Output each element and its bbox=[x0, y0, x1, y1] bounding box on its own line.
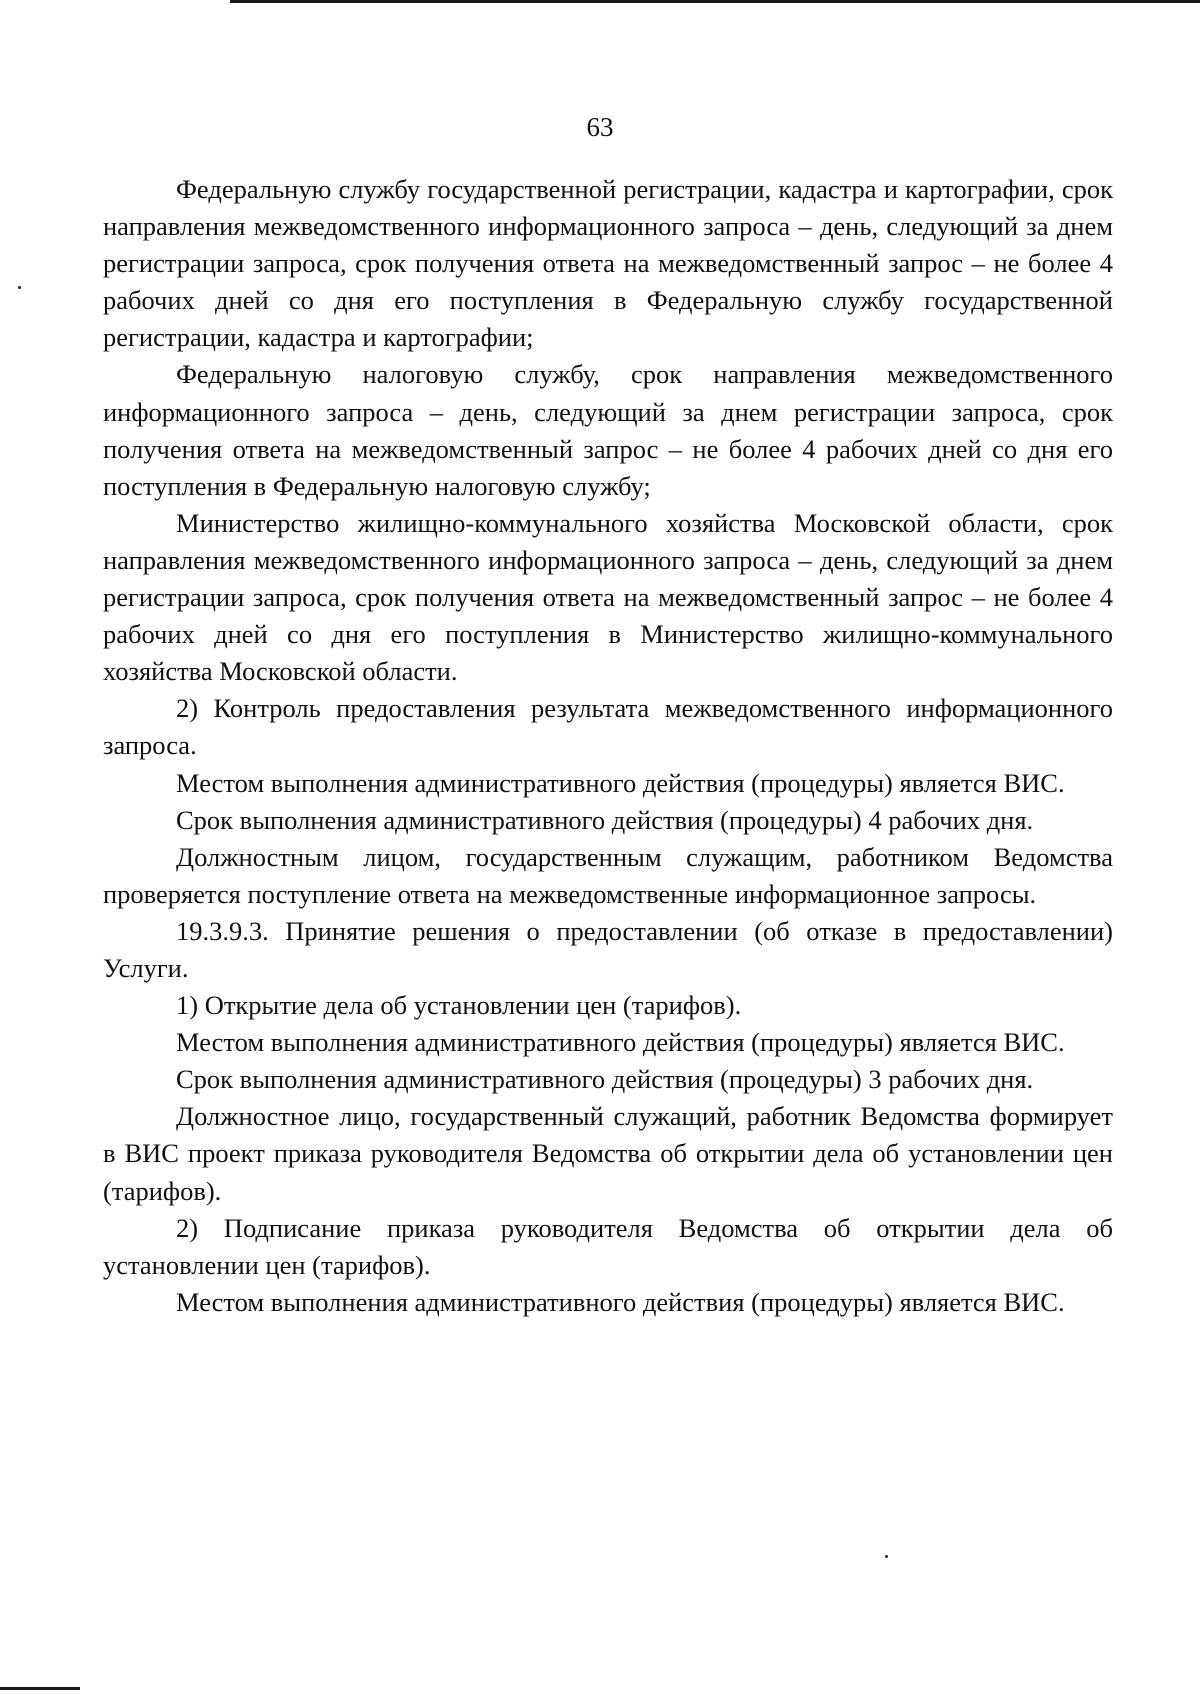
paragraph: Срок выполнения административного действия (процедуры) 4 рабочих дня. bbox=[176, 804, 1034, 835]
paragraph: Местом выполнения административного действия (процедуры) является ВИС. bbox=[176, 1027, 1065, 1058]
scan-speck bbox=[18, 286, 21, 289]
paragraph: Местом выполнения административного действия (процедуры) является ВИС. bbox=[176, 1286, 1065, 1317]
paragraph: Срок выполнения административного действия (процедуры) 3 рабочих дня. bbox=[176, 1064, 1034, 1095]
scan-edge-line bbox=[0, 1687, 80, 1690]
paragraph: Должностным лицом, государственным служащим, работником Ведомства проверяется поступление ответа на межведомственные информационное запросы. bbox=[103, 841, 1113, 909]
paragraph: Местом выполнения административного действия (процедуры) является ВИС. bbox=[176, 767, 1065, 798]
paragraph: Должностное лицо, государственный служащий, работник Ведомства формирует в ВИС проект приказа руководителя Ведомства об открытии дела об установлении цен (тарифов). bbox=[103, 1101, 1113, 1206]
paragraph: 2) Подписание приказа руководителя Ведомства об открытии дела об установлении цен (тарифов). bbox=[103, 1212, 1113, 1280]
paragraph: 2) Контроль предоставления результата межведомственного информационного запроса. bbox=[103, 693, 1113, 761]
scan-edge-line bbox=[230, 0, 1200, 3]
scan-speck bbox=[885, 1555, 888, 1558]
paragraph: Федеральную службу государственной регистрации, кадастра и картографии, срок направления межведомственного информационного запроса – день, следующий за днем регистрации запроса, срок получения ответа на межведомственный запрос – не более 4 рабочих дней со дня его поступления в Федеральную службу государственной регистрации, кадастра и картографии; bbox=[103, 174, 1113, 353]
paragraph: Министерство жилищно-коммунального хозяйства Московской области, срок направления межведомственного информационного запроса – день, следующий за днем регистрации запроса, срок получения ответа на межведомственный запрос – не более 4 рабочих дней со дня его поступления в Министерство жилищно-коммунального хозяйства Московской области. bbox=[103, 507, 1113, 687]
paragraph: 1) Открытие дела об установлении цен (тарифов). bbox=[176, 990, 742, 1021]
paragraph: Федеральную налоговую службу, срок направления межведомственного информационного запроса – день, следующий за днем регистрации запроса, срок получения ответа на межведомственный запрос – не более 4 рабочих дней со дня его поступления в Федеральную налоговую службу; bbox=[103, 359, 1113, 501]
paragraph: 19.3.9.3. Принятие решения о предоставлении (об отказе в предоставлении) Услуги. bbox=[103, 915, 1113, 983]
document-body bbox=[103, 171, 1113, 1321]
page-number: 63 bbox=[586, 112, 614, 142]
